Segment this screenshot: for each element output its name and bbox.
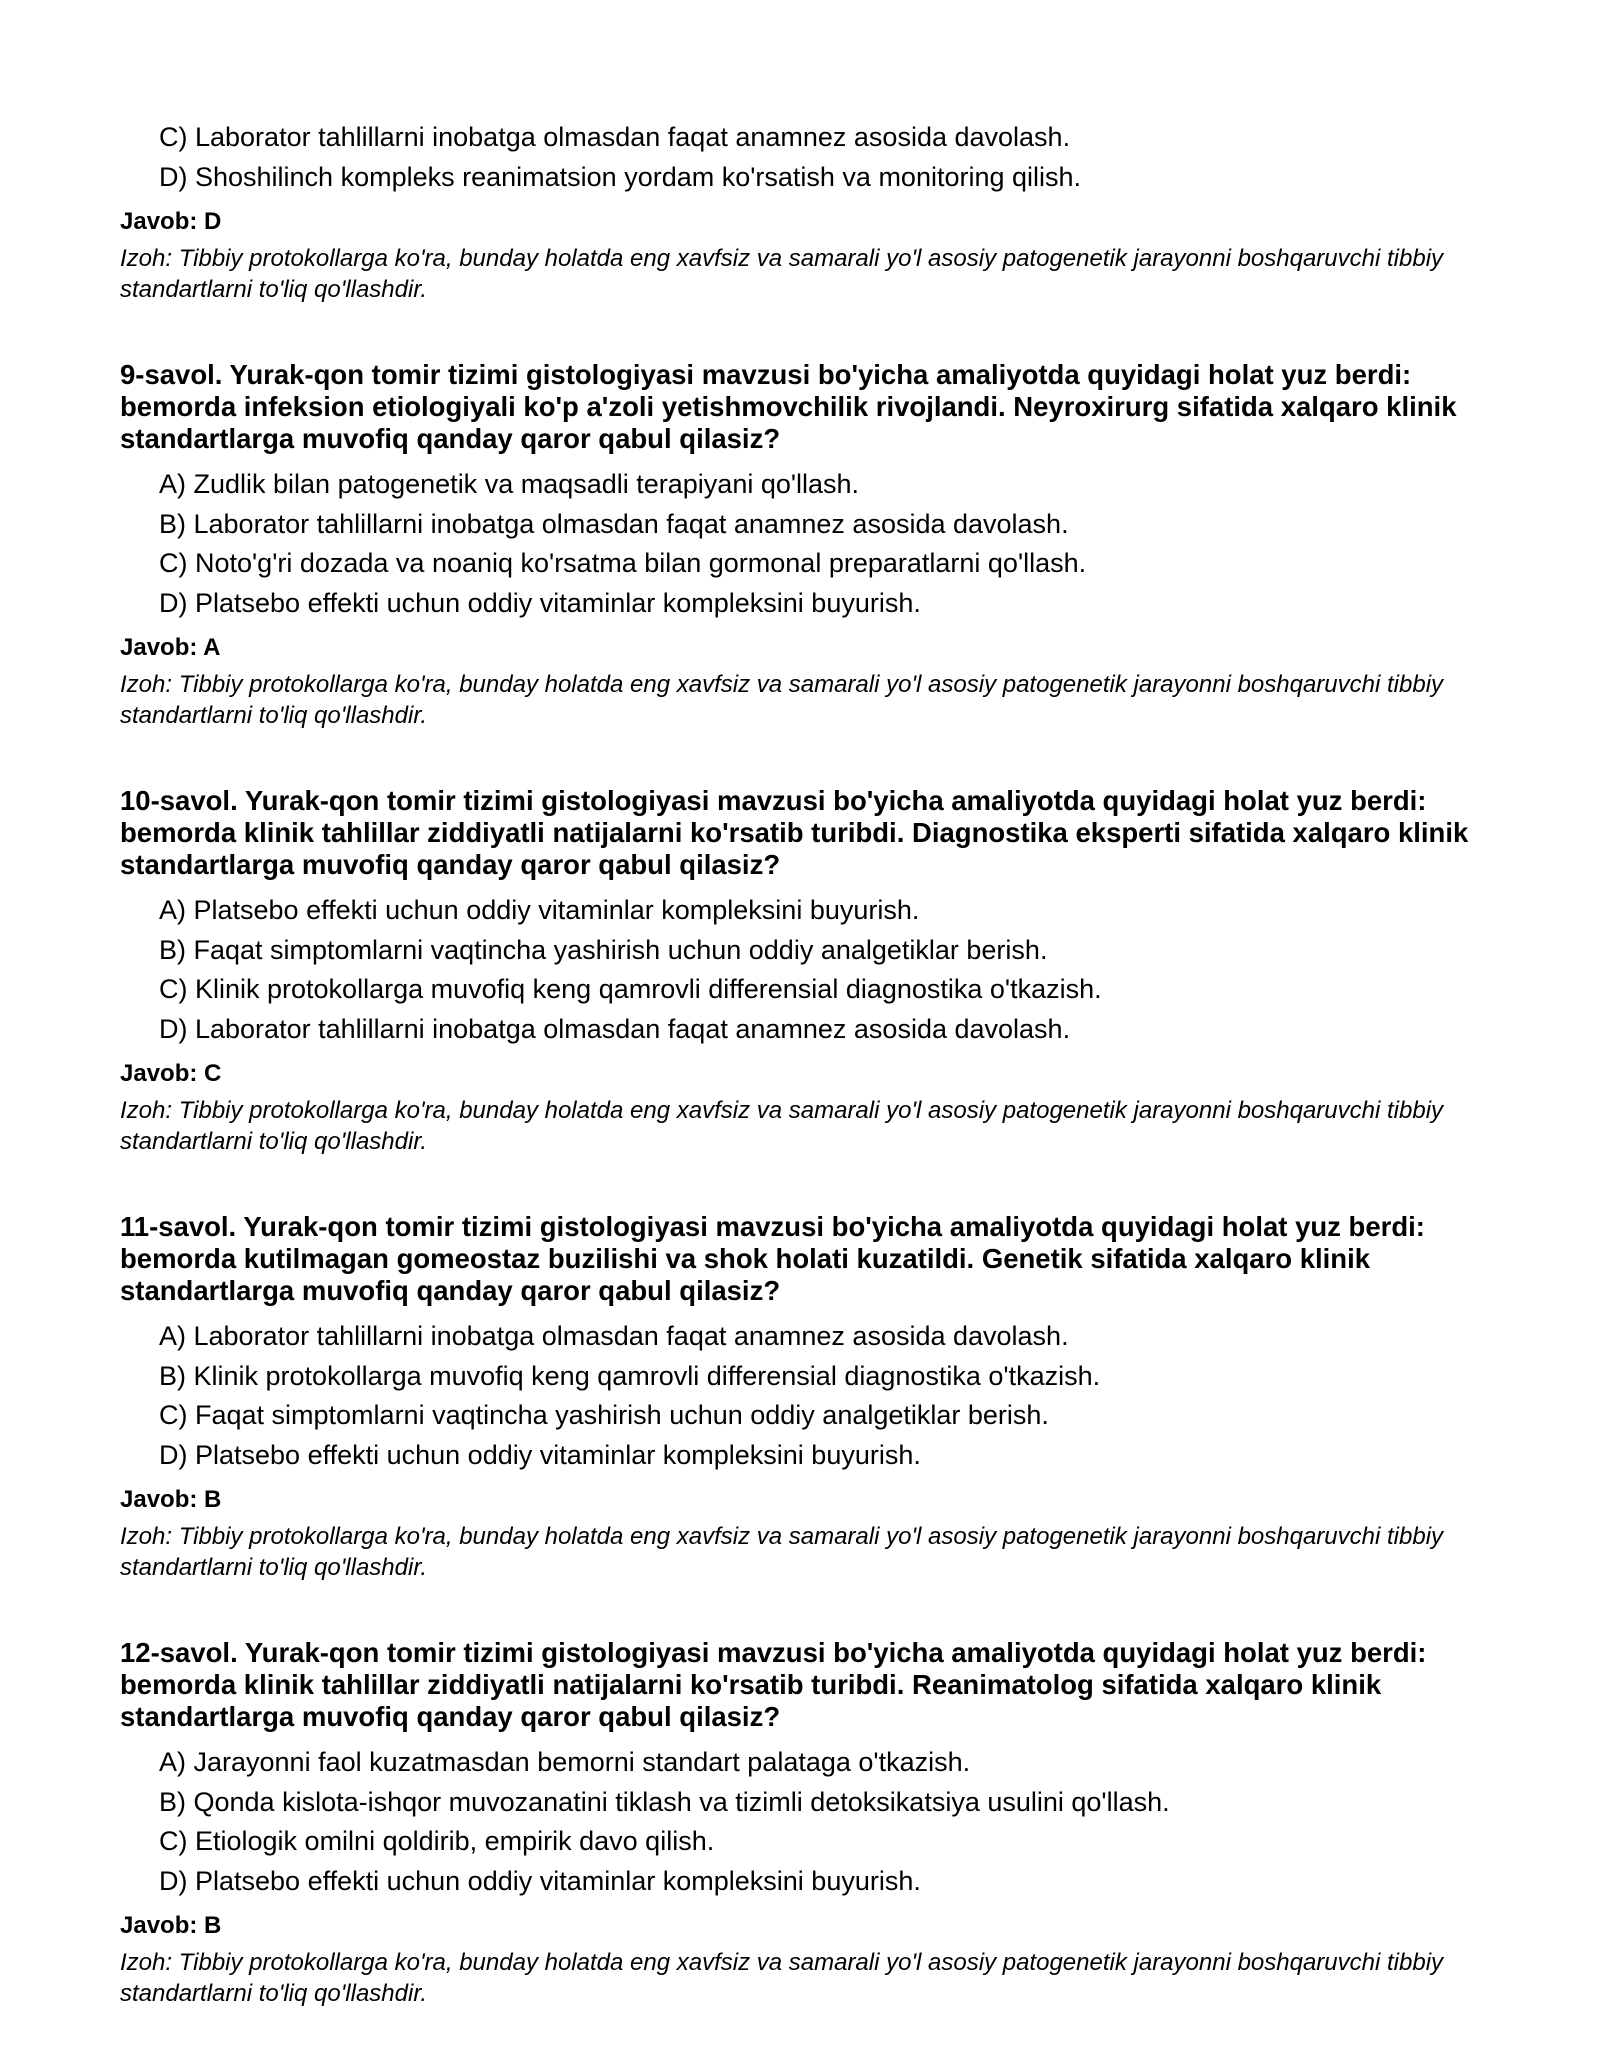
option-d: D) Platsebo effekti uchun oddiy vitaminlar kompleksini buyurish. xyxy=(159,1439,921,1470)
answer-options xyxy=(120,465,1480,623)
question-8-continuation xyxy=(120,118,1480,305)
explanation-note: Izoh: Tibbiy protokollarga ko'ra, bunday holatda eng xavfsiz va samarali yo'l asosiy patogenetik jarayonni boshqaruvchi tibbiy standartlarni to'liq qo'llashdir. xyxy=(120,1949,1444,2007)
explanation-note: Izoh: Tibbiy protokollarga ko'ra, bunday holatda eng xavfsiz va samarali yo'l asosiy patogenetik jarayonni boshqaruvchi tibbiy standartlarni to'liq qo'llashdir. xyxy=(120,671,1444,729)
option-a: A) Laborator tahlillarni inobatga olmasdan faqat anamnez asosida davolash. xyxy=(159,1321,1069,1351)
option-b: B) Klinik protokollarga muvofiq keng qamrovli differensial diagnostika o'tkazish. xyxy=(159,1360,1101,1391)
question-text: 9-savol. Yurak-qon tomir tizimi gistologiyasi mavzusi bo'yicha amaliyotda quyidagi holat yuz berdi: bemorda infeksion etiologiyali ko'p a'zoli yetishmovchilik rivojlandi. Neyroxirurg sifatida xalqaro klinik standartlarga muvofiq qanday qaror qabul qilasiz? xyxy=(120,359,1457,454)
answer-label: Javob: B xyxy=(120,1486,222,1513)
option-d: D) Laborator tahlillarni inobatga olmasdan faqat anamnez asosida davolash. xyxy=(159,1013,1071,1044)
option-c: C) Noto'g'ri dozada va noaniq ko'rsatma bilan gormonal preparatlarni qo'llash. xyxy=(159,548,1087,578)
question-text: 11-savol. Yurak-qon tomir tizimi gistologiyasi mavzusi bo'yicha amaliyotda quyidagi holat yuz berdi: bemorda kutilmagan gomeostaz buzilishi va shok holati kuzatildi. Genetik sifatida xalqaro klinik standartlarga muvofiq qanday qaror qabul qilasiz? xyxy=(120,1211,1425,1306)
answer-label: Javob: D xyxy=(120,208,222,235)
explanation-note: Izoh: Tibbiy protokollarga ko'ra, bunday holatda eng xavfsiz va samarali yo'l asosiy patogenetik jarayonni boshqaruvchi tibbiy standartlarni to'liq qo'llashdir. xyxy=(120,1523,1444,1581)
option-c: C) Klinik protokollarga muvofiq keng qamrovli differensial diagnostika o'tkazish. xyxy=(159,974,1102,1004)
answer-options xyxy=(120,1317,1480,1475)
question-11 xyxy=(120,1211,1480,1583)
option-d: D) Platsebo effekti uchun oddiy vitaminlar kompleksini buyurish. xyxy=(159,587,921,618)
option-b: B) Laborator tahlillarni inobatga olmasdan faqat anamnez asosida davolash. xyxy=(159,508,1069,539)
explanation-note: Izoh: Tibbiy protokollarga ko'ra, bunday holatda eng xavfsiz va samarali yo'l asosiy patogenetik jarayonni boshqaruvchi tibbiy standartlarni to'liq qo'llashdir. xyxy=(120,1097,1444,1155)
answer-label: Javob: C xyxy=(120,1060,222,1087)
question-text: 12-savol. Yurak-qon tomir tizimi gistologiyasi mavzusi bo'yicha amaliyotda quyidagi holat yuz berdi: bemorda klinik tahlillar ziddiyatli natijalarni ko'rsatib turibdi. Reanimatolog sifatida xalqaro klinik standartlarga muvofiq qanday qaror qabul qilasiz? xyxy=(120,1637,1427,1732)
answer-options xyxy=(120,891,1480,1049)
option-c: C) Laborator tahlillarni inobatga olmasdan faqat anamnez asosida davolash. xyxy=(159,122,1071,152)
answer-options xyxy=(120,118,1480,197)
question-9 xyxy=(120,359,1480,731)
question-10 xyxy=(120,785,1480,1157)
option-b: B) Faqat simptomlarni vaqtincha yashirish uchun oddiy analgetiklar berish. xyxy=(159,934,1048,965)
answer-label: Javob: A xyxy=(120,634,221,661)
question-text: 10-savol. Yurak-qon tomir tizimi gistologiyasi mavzusi bo'yicha amaliyotda quyidagi holat yuz berdi: bemorda klinik tahlillar ziddiyatli natijalarni ko'rsatib turibdi. Diagnostika eksperti sifatida xalqaro klinik standartlarga muvofiq qanday qaror qabul qilasiz? xyxy=(120,785,1469,880)
option-d: D) Platsebo effekti uchun oddiy vitaminlar kompleksini buyurish. xyxy=(159,1865,921,1896)
option-b: B) Qonda kislota-ishqor muvozanatini tiklash va tizimli detoksikatsiya usulini qo'llash. xyxy=(159,1786,1170,1817)
option-c: C) Faqat simptomlarni vaqtincha yashirish uchun oddiy analgetiklar berish. xyxy=(159,1400,1049,1430)
option-a: A) Zudlik bilan patogenetik va maqsadli terapiyani qo'llash. xyxy=(159,469,860,499)
option-d: D) Shoshilinch kompleks reanimatsion yordam ko'rsatish va monitoring qilish. xyxy=(159,161,1082,192)
option-a: A) Jarayonni faol kuzatmasdan bemorni standart palataga o'tkazish. xyxy=(159,1747,971,1777)
option-c: C) Etiologik omilni qoldirib, empirik davo qilish. xyxy=(159,1826,715,1856)
answer-options xyxy=(120,1743,1480,1901)
answer-label: Javob: B xyxy=(120,1912,222,1939)
explanation-note: Izoh: Tibbiy protokollarga ko'ra, bunday holatda eng xavfsiz va samarali yo'l asosiy patogenetik jarayonni boshqaruvchi tibbiy standartlarni to'liq qo'llashdir. xyxy=(120,245,1444,303)
question-12 xyxy=(120,1637,1480,2009)
option-a: A) Platsebo effekti uchun oddiy vitaminlar kompleksini buyurish. xyxy=(159,895,920,925)
